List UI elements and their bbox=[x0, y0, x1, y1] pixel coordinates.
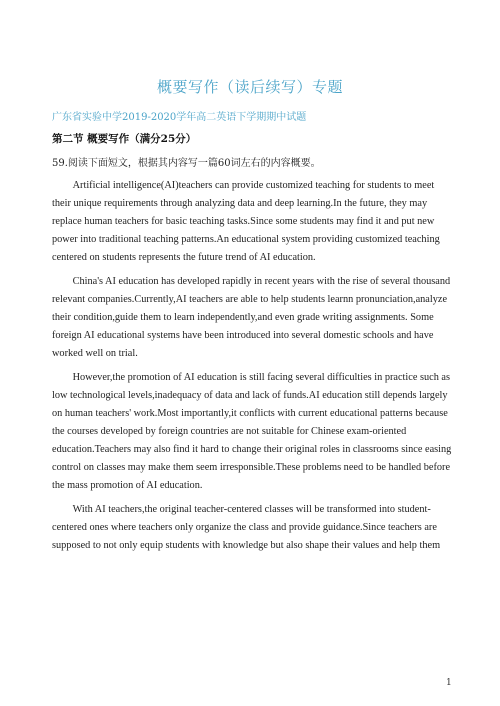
passage-paragraph-1: Artificial intelligence(AI)teachers can provide customized teaching for students to meet their unique requirements through analyzing data and deep learning.In the future, they may replace human teachers for basic teaching tasks.Since some students may find it and put new power into traditional teaching patterns.An educational system providing customized teaching centered on students represents the future trend of AI education. bbox=[52, 180, 440, 263]
section-heading: 第二节 概要写作（满分25分） bbox=[52, 133, 197, 145]
document-subtitle: 广东省实验中学2019-2020学年高二英语下学期期中试题 bbox=[52, 112, 307, 123]
document-title: 概要写作（读后续写）专题 bbox=[156, 78, 343, 96]
page-number: 1 bbox=[446, 678, 452, 688]
passage-body bbox=[52, 177, 452, 561]
passage-paragraph-2: China's AI education has developed rapidly in recent years with the rise of several thousand relevant companies.Currently,AI teachers are able to help students learnn pronunciation,analyze their condition,guide them to learn independently,and even grade writing assignments. Some foreign AI educational systems have been introduced into several domestic schools and have worked well on trial. bbox=[52, 276, 451, 359]
question-instruction: 59.阅读下面短文，根据其内容写一篇60词左右的内容概要。 bbox=[52, 158, 321, 169]
passage-paragraph-3: However,the promotion of AI education is still facing several difficulties in practice such as low technological levels,inadequacy of data and lack of funds.AI education still depends largely on human teachers' work.Most importantly,it conflicts with current educational patterns because the courses developed by foreign countries are not suitable for Chinese exam-oriented education.Teachers may also find it hard to change their original roles in classrooms since easing control on classes may make them seem irresponsible.These problems need to be handled before the mass promotion of AI education. bbox=[52, 372, 452, 491]
passage-paragraph-4: With AI teachers,the original teacher-centered classes will be transformed into student-centered ones where teachers only organize the class and provide guidance.Since teachers are supposed to not only equip students with knowledge but also shape their values and help them bbox=[52, 504, 441, 551]
